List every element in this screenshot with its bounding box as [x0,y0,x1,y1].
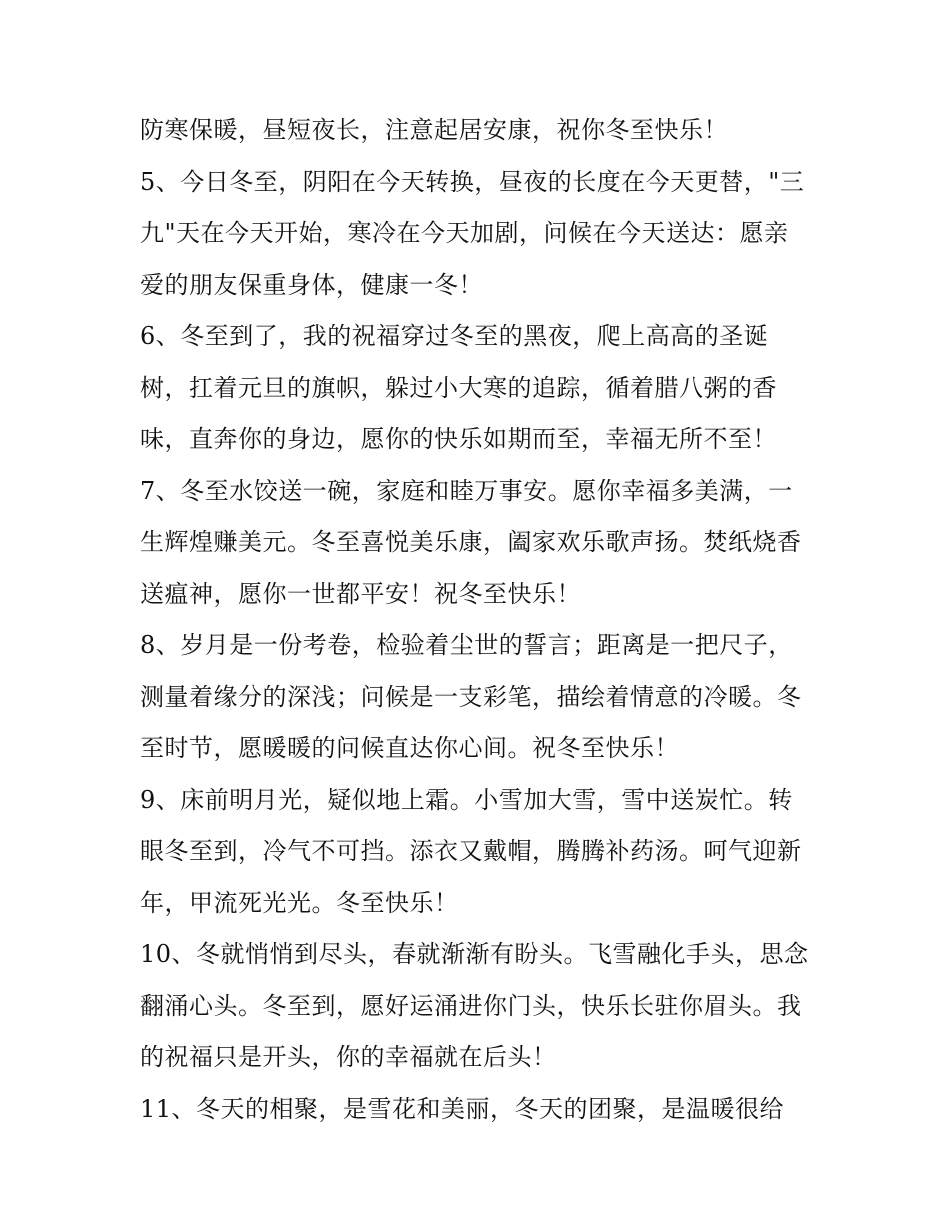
text-line: 九"天在今天开始，寒冷在今天加剧，问候在今天送达：愿亲 [140,219,789,247]
text-line: 味，直奔你的身边，愿你的快乐如期而至，幸福无所不至！ [140,425,777,453]
text-line: 眼冬至到，冷气不可挡。添衣又戴帽，腾腾补药汤。呵气迎新 [140,837,802,865]
text-line: 6、冬至到了，我的祝福穿过冬至的黑夜，爬上高高的圣诞 [140,322,769,350]
text-line: 防寒保暖，昼短夜长，注意起居安康，祝你冬至快乐！ [140,116,728,144]
text-line: 9、床前明月光，疑似地上霜。小雪加大雪，雪中送炭忙。转 [140,785,793,814]
text-line: 年，甲流死光光。冬至快乐！ [140,888,459,917]
text-line: 11、冬天的相聚，是雪花和美丽，冬天的团聚，是温暖很给 [140,1094,785,1123]
text-line: 生辉煌赚美元。冬至喜悦美乐康，阖家欢乐歌声扬。焚纸烧香 [140,528,802,556]
text-line: 至时节，愿暖暖的问候直达你心间。祝冬至快乐！ [140,734,679,762]
document-body-text [140,105,830,1135]
text-line: 翻涌心头。冬至到，愿好运涌进你门头，快乐长驻你眉头。我 [140,991,802,1020]
text-line: 8、岁月是一份考卷，检验着尘世的誓言；距离是一把尺子， [140,631,793,659]
text-line: 测量着缘分的深浅；问候是一支彩笔，描绘着情意的冷暖。冬 [140,682,802,711]
text-line: 5、今日冬至，阴阳在今天转换，昼夜的长度在今天更替，"三 [140,167,805,196]
text-line: 的祝福只是开头，你的幸福就在后头！ [140,1043,557,1071]
text-line: 爱的朋友保重身体，健康一冬！ [140,270,483,299]
text-line: 送瘟神，愿你一世都平安！祝冬至快乐！ [140,579,581,608]
text-line: 7、冬至水饺送一碗，家庭和睦万事安。愿你幸福多美满，一 [140,476,793,505]
text-line: 树，扛着元旦的旗帜，躲过小大寒的追踪，循着腊八粥的香 [140,373,777,402]
text-line: 10、冬就悄悄到尽头，春就渐渐有盼头。飞雪融化手头，思念 [140,940,809,968]
